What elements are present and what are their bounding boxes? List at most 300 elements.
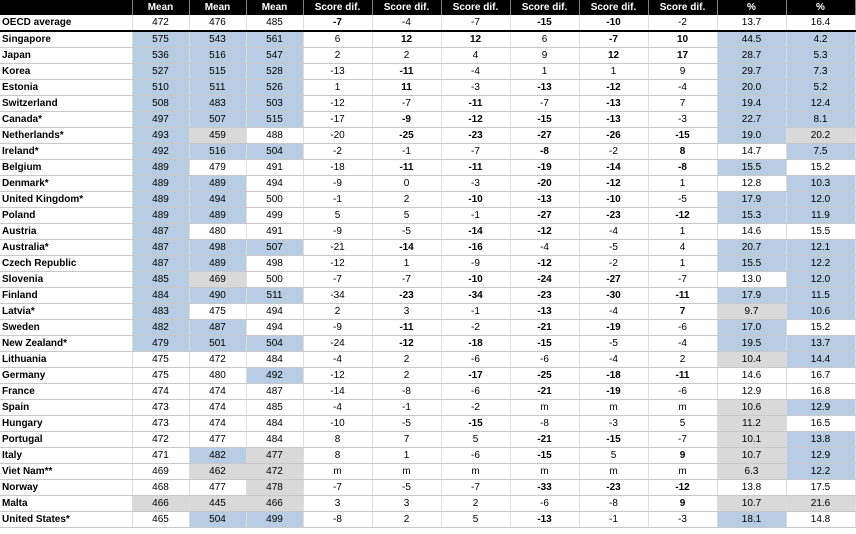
table-cell: 15.5 [717,256,786,272]
country-name: Lithuania [0,352,132,368]
table-cell: 17.5 [786,480,855,496]
table-row [0,112,855,128]
table-cell: 477 [189,480,246,496]
table-cell: -7 [303,15,372,31]
table-cell: -10 [441,272,510,288]
country-name: Netherlands* [0,128,132,144]
table-cell: 10.6 [786,304,855,320]
table-cell: 10.1 [717,432,786,448]
table-cell: -17 [441,368,510,384]
table-cell: 1 [372,256,441,272]
table-cell: 4 [441,48,510,64]
table-cell: 2 [303,48,372,64]
table-cell: 485 [246,400,303,416]
table-cell: m [648,400,717,416]
table-cell: -15 [510,336,579,352]
table-cell: -2 [648,15,717,31]
table-cell: 507 [189,112,246,128]
table-cell: 44.5 [717,31,786,48]
column-header: % [717,0,786,15]
table-cell: 9 [648,64,717,80]
table-cell: 20.0 [717,80,786,96]
table-cell: 19.0 [717,128,786,144]
table-cell: -15 [510,15,579,31]
column-header: Score dif. [648,0,717,15]
table-cell: -1 [372,400,441,416]
table-row [0,160,855,176]
table-cell: 485 [132,272,189,288]
table-cell: -27 [510,128,579,144]
table-cell: -7 [579,31,648,48]
table-cell: 462 [189,464,246,480]
table-cell: m [579,400,648,416]
table-cell: -9 [303,224,372,240]
table-cell: -3 [579,416,648,432]
table-cell: -6 [648,384,717,400]
table-cell: 473 [132,400,189,416]
country-name: Ireland* [0,144,132,160]
table-cell: -7 [648,432,717,448]
table-cell: -12 [510,256,579,272]
table-cell: 5.3 [786,48,855,64]
table-row [0,480,855,496]
table-cell: -4 [303,400,372,416]
table-row [0,512,855,528]
table-cell: 5 [303,208,372,224]
table-cell: 16.7 [786,368,855,384]
table-cell: 489 [132,160,189,176]
table-cell: 12 [579,48,648,64]
table-cell: -25 [510,368,579,384]
table-cell: -2 [579,144,648,160]
table-cell: -8 [579,496,648,512]
table-cell: -5 [372,416,441,432]
table-cell: 484 [246,416,303,432]
table-cell: 477 [246,448,303,464]
table-cell: -5 [579,336,648,352]
table-cell: 9 [648,448,717,464]
table-cell: -18 [441,336,510,352]
table-cell: 9 [510,48,579,64]
country-name: Slovenia [0,272,132,288]
table-cell: -13 [510,80,579,96]
column-header: Score dif. [510,0,579,15]
table-cell: 515 [189,64,246,80]
table-cell: 3 [372,496,441,512]
table-cell: -23 [441,128,510,144]
table-cell: -16 [441,240,510,256]
table-cell: 0 [372,176,441,192]
table-cell: 7.3 [786,64,855,80]
table-cell: m [579,464,648,480]
table-cell: 503 [246,96,303,112]
table-cell: 498 [246,256,303,272]
table-cell: -6 [510,352,579,368]
table-cell: -4 [648,80,717,96]
table-cell: -23 [510,288,579,304]
table-cell: -23 [579,208,648,224]
table-cell: m [303,464,372,480]
table-cell: -7 [441,480,510,496]
table-cell: -18 [579,368,648,384]
table-cell: 19.5 [717,336,786,352]
table-cell: 484 [246,432,303,448]
table-cell: -11 [648,368,717,384]
table-cell: 471 [132,448,189,464]
table-cell: 15.5 [717,160,786,176]
table-cell: -6 [441,352,510,368]
table-cell: 10 [648,31,717,48]
table-cell: 487 [132,224,189,240]
table-cell: 543 [189,31,246,48]
country-name: France [0,384,132,400]
table-cell: 1 [372,448,441,464]
table-cell: 10.7 [717,496,786,512]
table-cell: -2 [579,256,648,272]
table-cell: 1 [303,80,372,96]
table-cell: 474 [189,384,246,400]
table-row [0,448,855,464]
table-cell: -13 [579,112,648,128]
table-cell: 11.2 [717,416,786,432]
table-cell: 5 [648,416,717,432]
table-cell: 9.7 [717,304,786,320]
table-cell: 14.4 [786,352,855,368]
table-cell: -24 [303,336,372,352]
table-cell: -3 [648,112,717,128]
table-cell: 477 [189,432,246,448]
table-cell: 2 [372,48,441,64]
table-row [0,368,855,384]
table-cell: 489 [189,208,246,224]
table-cell: -13 [303,64,372,80]
table-cell: -12 [303,368,372,384]
table-cell: -12 [510,224,579,240]
country-name: United States* [0,512,132,528]
table-cell: 7 [648,304,717,320]
table-cell: 2 [303,304,372,320]
table-cell: -7 [372,272,441,288]
table-cell: 16.4 [786,15,855,31]
table-cell: 1 [648,256,717,272]
table-cell: -12 [648,480,717,496]
country-name: Sweden [0,320,132,336]
table-cell: -21 [510,384,579,400]
country-name: Japan [0,48,132,64]
table-cell: -8 [510,416,579,432]
column-header: Mean [132,0,189,15]
table-cell: 516 [189,48,246,64]
table-cell: 6 [510,31,579,48]
table-row [0,48,855,64]
table-row [0,496,855,512]
table-row [0,320,855,336]
table-cell: 1 [579,64,648,80]
country-name: Viet Nam** [0,464,132,480]
table-cell: 465 [132,512,189,528]
table-cell: -12 [579,80,648,96]
table-cell: 2 [372,512,441,528]
table-cell: 472 [132,15,189,31]
table-cell: 494 [246,320,303,336]
table-cell: -11 [441,96,510,112]
table-cell: -11 [648,288,717,304]
table-cell: -4 [303,352,372,368]
table-cell: -14 [372,240,441,256]
table-cell: 5 [441,432,510,448]
table-cell: 487 [246,384,303,400]
table-cell: -9 [303,176,372,192]
table-cell: 10.4 [717,352,786,368]
table-cell: 13.0 [717,272,786,288]
table-row [0,80,855,96]
country-name: Canada* [0,112,132,128]
table-row [0,352,855,368]
table-cell: -20 [510,176,579,192]
table-cell: -2 [441,400,510,416]
table-cell: 475 [132,352,189,368]
column-header: Mean [189,0,246,15]
table-cell: 5 [372,208,441,224]
table-cell: -5 [579,240,648,256]
table-cell: -11 [372,160,441,176]
table-cell: -6 [510,496,579,512]
header-country [0,0,132,15]
country-name: Portugal [0,432,132,448]
table-cell: 473 [132,416,189,432]
table-row [0,400,855,416]
table-cell: -21 [510,432,579,448]
table-cell: -4 [579,224,648,240]
table-cell: 12.2 [786,464,855,480]
table-cell: 474 [189,416,246,432]
table-cell: 494 [189,192,246,208]
table-cell: 17 [648,48,717,64]
table-cell: -11 [372,320,441,336]
table-cell: -15 [579,432,648,448]
table-row [0,64,855,80]
table-cell: 18.1 [717,512,786,528]
table-cell: 526 [246,80,303,96]
table-cell: -19 [579,320,648,336]
table-cell: 510 [132,80,189,96]
table-cell: -12 [648,208,717,224]
country-name: Malta [0,496,132,512]
column-header: Score dif. [579,0,648,15]
table-cell: -4 [510,240,579,256]
table-cell: -1 [441,304,510,320]
country-name: Estonia [0,80,132,96]
table-cell: 12.9 [786,400,855,416]
table-cell: 9 [648,496,717,512]
table-cell: 527 [132,64,189,80]
table-cell: 494 [246,176,303,192]
table-cell: 8 [648,144,717,160]
table-cell: 12.1 [786,240,855,256]
table-cell: -4 [441,64,510,80]
table-cell: 17.9 [717,192,786,208]
table-cell: 1 [648,224,717,240]
table-cell: -8 [372,384,441,400]
table-cell: 485 [246,15,303,31]
table-cell: 12 [372,31,441,48]
table-cell: 491 [246,160,303,176]
table-row [0,256,855,272]
table-cell: 466 [132,496,189,512]
table-row [0,432,855,448]
table-cell: 14.6 [717,368,786,384]
table-cell: 8.1 [786,112,855,128]
table-cell: 12.9 [717,384,786,400]
table-cell: -13 [579,96,648,112]
country-name: New Zealand* [0,336,132,352]
table-cell: 14.7 [717,144,786,160]
table-cell: -34 [441,288,510,304]
header-row [0,0,855,15]
country-name: Latvia* [0,304,132,320]
table-cell: 476 [189,15,246,31]
table-cell: 22.7 [717,112,786,128]
table-cell: 497 [132,112,189,128]
table-cell: -4 [372,15,441,31]
table-cell: -27 [510,208,579,224]
table-cell: 15.3 [717,208,786,224]
country-name: Czech Republic [0,256,132,272]
country-name: Finland [0,288,132,304]
table-cell: 488 [246,128,303,144]
table-cell: -14 [579,160,648,176]
table-cell: 5 [441,512,510,528]
country-name: Hungary [0,416,132,432]
table-cell: -8 [648,160,717,176]
table-cell: 16.8 [786,384,855,400]
table-cell: -3 [441,80,510,96]
table-cell: 7.5 [786,144,855,160]
table-cell: -4 [648,336,717,352]
table-cell: 499 [246,512,303,528]
table-cell: 459 [189,128,246,144]
table-cell: -1 [303,192,372,208]
table-cell: -27 [579,272,648,288]
country-name: Singapore [0,31,132,48]
table-cell: -12 [579,176,648,192]
column-header: Score dif. [441,0,510,15]
table-cell: -2 [441,320,510,336]
table-cell: 20.2 [786,128,855,144]
country-name: Switzerland [0,96,132,112]
table-cell: 498 [189,240,246,256]
table-cell: 445 [189,496,246,512]
table-cell: 484 [132,288,189,304]
table-cell: 2 [372,192,441,208]
table-cell: 14.8 [786,512,855,528]
table-cell: 511 [189,80,246,96]
table-cell: 511 [246,288,303,304]
table-cell: m [510,464,579,480]
table-cell: 12.2 [786,256,855,272]
table-cell: 500 [246,272,303,288]
table-cell: -7 [372,96,441,112]
table-cell: 482 [132,320,189,336]
table-cell: 547 [246,48,303,64]
table-row [0,288,855,304]
table-cell: 13.7 [717,15,786,31]
table-cell: 489 [132,176,189,192]
table-cell: 478 [246,480,303,496]
country-name: Australia* [0,240,132,256]
table-cell: 499 [246,208,303,224]
table-cell: 492 [246,368,303,384]
table-cell: -15 [510,448,579,464]
table-cell: -17 [303,112,372,128]
table-cell: 489 [189,256,246,272]
table-cell: 11 [372,80,441,96]
table-cell: 10.3 [786,176,855,192]
table-cell: -1 [441,208,510,224]
table-cell: 528 [246,64,303,80]
column-header: Score dif. [372,0,441,15]
table-cell: 12.0 [786,192,855,208]
table-cell: 508 [132,96,189,112]
table-cell: 494 [246,304,303,320]
table-cell: -21 [510,320,579,336]
table-cell: 15.2 [786,320,855,336]
column-header: Mean [246,0,303,15]
table-row [0,224,855,240]
table-cell: 500 [246,192,303,208]
table-cell: 489 [132,208,189,224]
table-cell: 14.6 [717,224,786,240]
table-cell: -6 [441,384,510,400]
table-cell: -21 [303,240,372,256]
table-cell: m [510,400,579,416]
table-cell: 489 [132,192,189,208]
table-row [0,128,855,144]
table-cell: 12.9 [786,448,855,464]
table-cell: -2 [303,144,372,160]
table-row [0,192,855,208]
table-row [0,15,855,31]
table-row [0,144,855,160]
table-cell: -12 [372,336,441,352]
table-cell: 483 [189,96,246,112]
table-cell: 504 [246,336,303,352]
table-cell: -12 [303,256,372,272]
country-name: Poland [0,208,132,224]
table-cell: 2 [441,496,510,512]
table-cell: 28.7 [717,48,786,64]
table-cell: 1 [510,64,579,80]
table-cell: 515 [246,112,303,128]
table-cell: 12.8 [717,176,786,192]
table-cell: -5 [372,224,441,240]
table-cell: 487 [132,256,189,272]
country-name: Italy [0,448,132,464]
table-cell: -14 [441,224,510,240]
table-cell: -19 [510,160,579,176]
table-cell: 20.7 [717,240,786,256]
table-cell: 490 [189,288,246,304]
table-cell: 474 [189,400,246,416]
table-cell: -8 [303,512,372,528]
table-cell: 468 [132,480,189,496]
table-cell: -4 [579,352,648,368]
table-cell: 483 [132,304,189,320]
table-cell: 17.0 [717,320,786,336]
table-cell: -10 [579,15,648,31]
table-cell: -7 [303,272,372,288]
table-cell: 13.7 [786,336,855,352]
